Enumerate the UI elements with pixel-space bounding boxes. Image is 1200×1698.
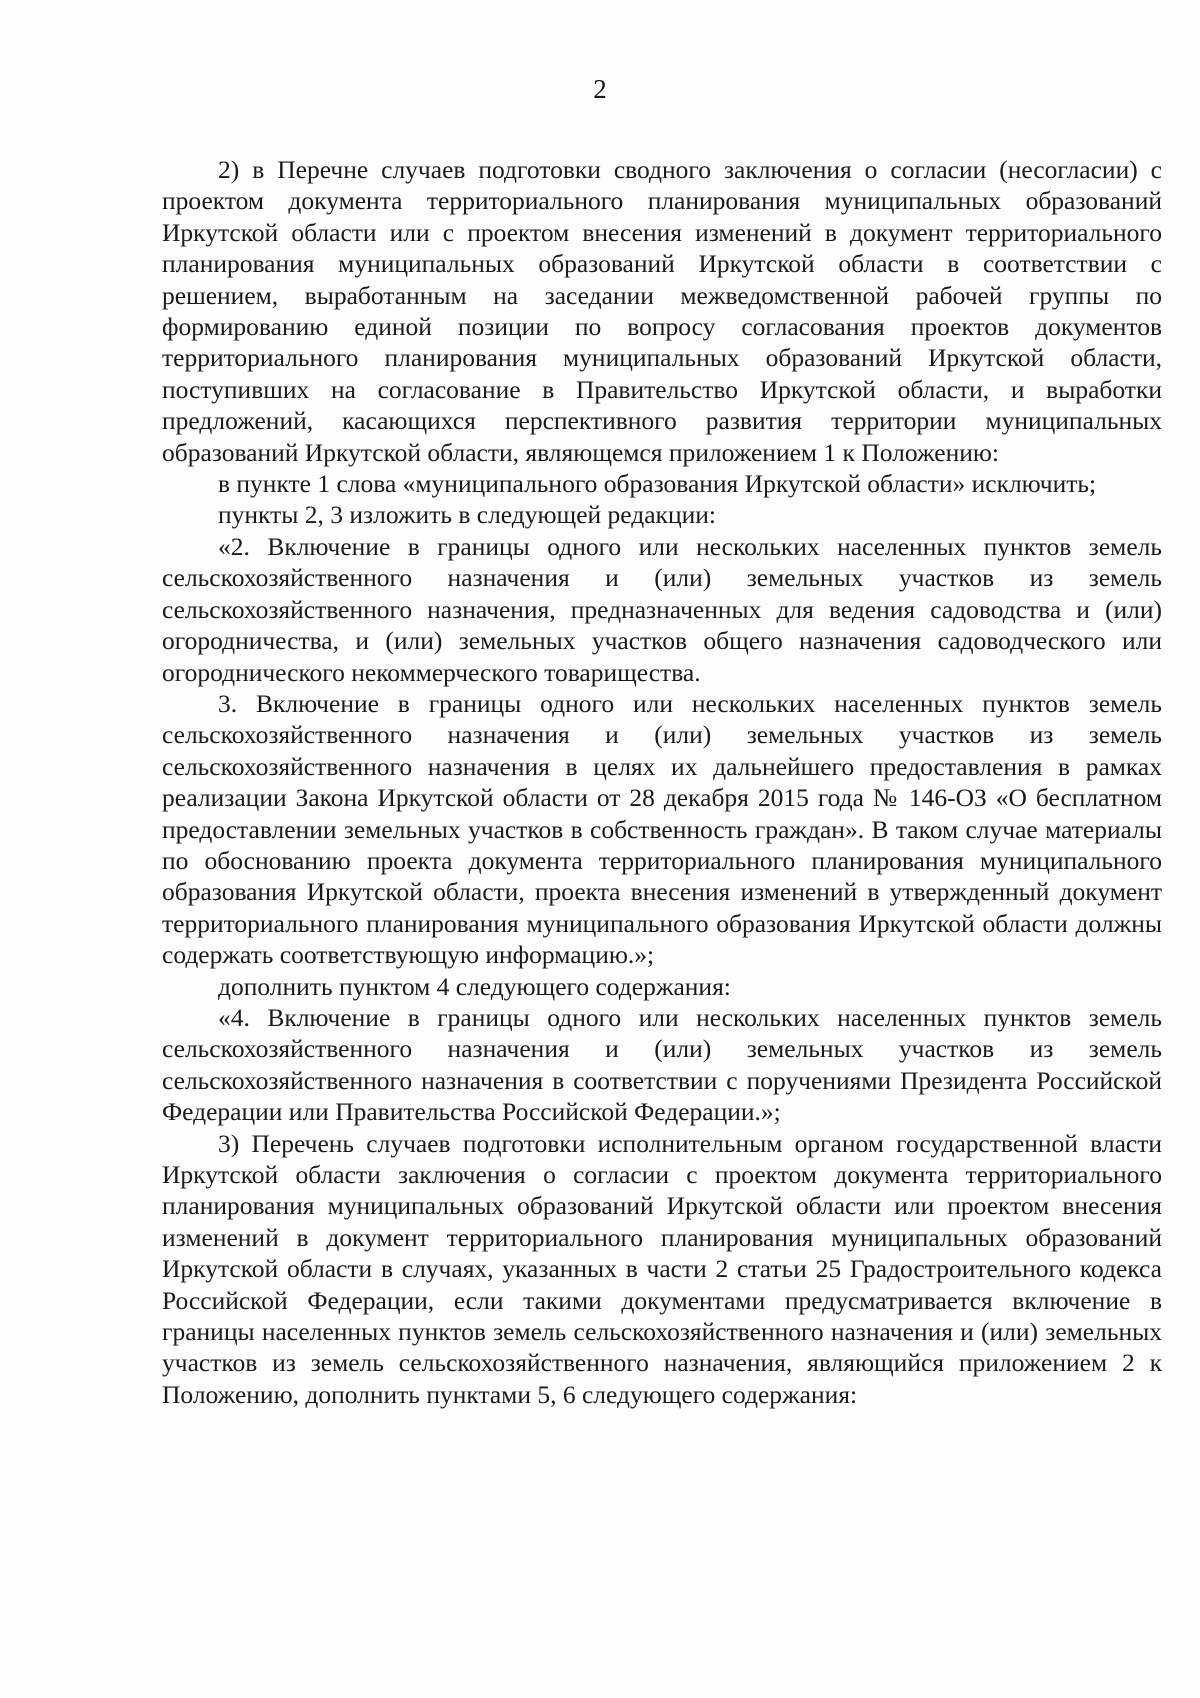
- document-body: [162, 154, 1162, 1410]
- paragraph-item-3-perechen: 3) Перечень случаев подготовки исполнительным органом государственной власти Иркутской области заключения о согласии с проектом документа территориального планирования муниципальных образований Иркутской области или проектом внесения изменений в документ территориального планирования муниципальных образований Иркутской области в случаях, указанных в части 2 статьи 25 Градостроительного кодекса Российской Федерации, если такими документами предусматривается включение в границы населенных пунктов земель сельскохозяйственного назначения и (или) земельных участков из земель сельскохозяйственного назначения, являющийся приложением 2 к Положению, дополнить пунктами 5, 6 следующего содержания:: [162, 1128, 1162, 1409]
- paragraph-punkt-1-change: в пункте 1 слова «муниципального образования Иркутской области» исключить;: [218, 469, 1097, 499]
- paragraph-punkt-3-text: 3. Включение в границы одного или нескольких населенных пунктов земель сельскохозяйственного назначения и (или) земельных участков из земель сельскохозяйственного назначения в целях их дальнейшего предоставления в рамках реализации Закона Иркутской области от 28 декабря 2015 года № 146-ОЗ «О бесплатном предоставлении земельных участков в собственность граждан». В таком случае материалы по обоснованию проекта документа территориального планирования муниципального образования Иркутской области, проекта внесения изменений в утвержденный документ территориального планирования муниципального образования Иркутской области должны содержать соответствующую информацию.»;: [162, 688, 1162, 970]
- paragraph-punkty-2-3-intro: пункты 2, 3 изложить в следующей редакции:: [218, 500, 716, 530]
- paragraph-punkt-4-intro: дополнить пунктом 4 следующего содержания:: [218, 971, 731, 1001]
- paragraph-item-2-perechen: 2) в Перечне случаев подготовки сводного заключения о согласии (несогласии) с проектом документа территориального планирования муниципальных образований Иркутской области или с проектом внесения изменений в документ территориального планирования муниципальных образований Иркутской области в соответствии с решением, выработанным на заседании межведомственной рабочей группы по формированию единой позиции по вопросу согласования проектов документов территориального планирования муниципальных образований Иркутской области, поступивших на согласование в Правительство Иркутской области, и выработки предложений, касающихся перспективного развития территории муниципальных образований Иркутской области, являющемся приложением 1 к Положению:: [162, 155, 1162, 467]
- paragraph-punkt-2-text: «2. Включение в границы одного или нескольких населенных пунктов земель сельскохозяйственного назначения и (или) земельных участков из земель сельскохозяйственного назначения, предназначенных для ведения садоводства и (или) огородничества, и (или) земельных участков общего назначения садоводческого или огороднического некоммерческого товарищества.: [162, 531, 1162, 687]
- page-number: 2: [593, 74, 607, 104]
- paragraph-punkt-4-text: «4. Включение в границы одного или нескольких населенных пунктов земель сельскохозяйственного назначения и (или) земельных участков из земель сельскохозяйственного назначения в соответствии с поручениями Президента Российской Федерации или Правительства Российской Федерации.»;: [162, 1002, 1162, 1127]
